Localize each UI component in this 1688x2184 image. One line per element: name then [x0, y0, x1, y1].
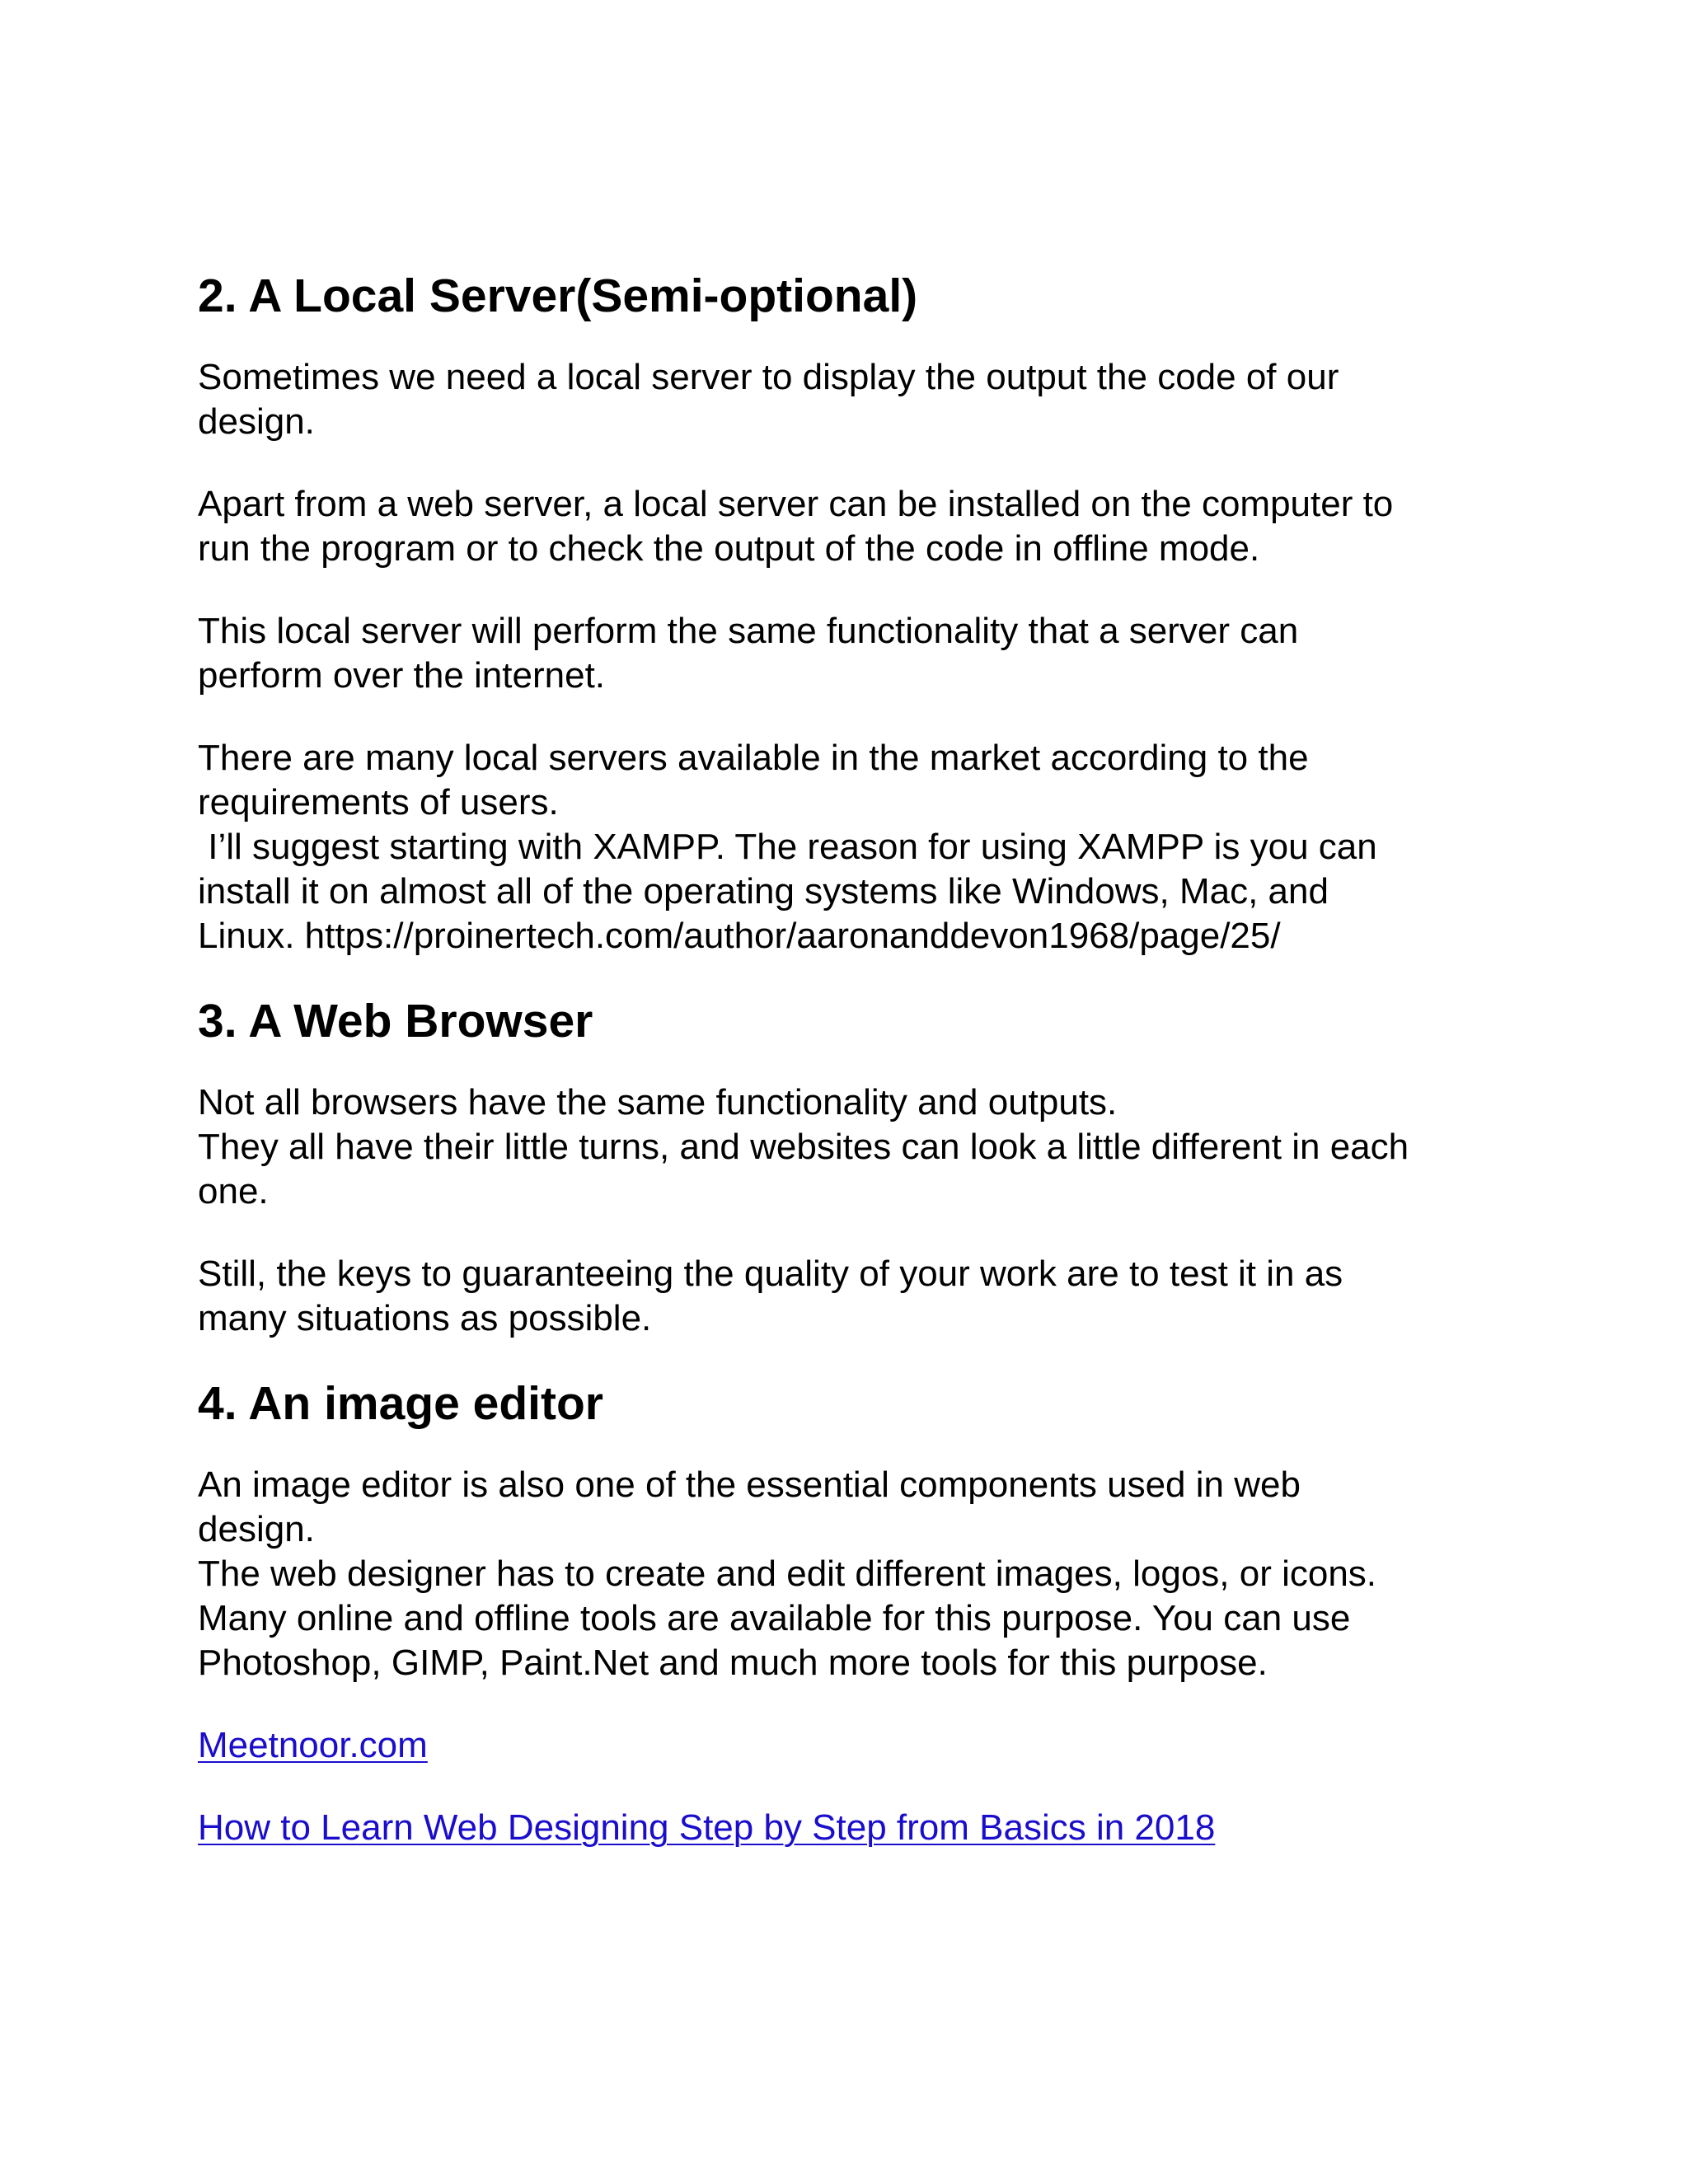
text-line: run the program or to check the output of the code in offline mode. [198, 528, 1260, 569]
paragraph [198, 1723, 1517, 1768]
paragraph [198, 1806, 1517, 1850]
text-line: Linux. https://proinertech.com/author/aaronanddevon1968/page/25/ [198, 916, 1281, 956]
text-line: many situations as possible. [198, 1298, 652, 1338]
text-line: Apart from a web server, a local server can be installed on the computer to [198, 484, 1394, 524]
text-line: An image editor is also one of the essential components used in web [198, 1465, 1301, 1505]
section-web-browser [198, 993, 1517, 1341]
text-line: There are many local servers available in the market according to the [198, 738, 1309, 778]
section-heading-local-server: 2. A Local Server(Semi-optional) [198, 269, 918, 322]
text-line: Photoshop, GIMP, Paint.Net and much more tools for this purpose. [198, 1643, 1268, 1683]
document-page [198, 268, 1517, 1888]
text-line: I’ll suggest starting with XAMPP. The reason for using XAMPP is you can [198, 827, 1377, 867]
links-block [198, 1723, 1517, 1850]
text-line: one. [198, 1171, 269, 1212]
paragraph [198, 1080, 1517, 1214]
text-line: perform over the internet. [198, 655, 606, 696]
text-line: design. [198, 401, 315, 442]
link-learn-web-designing[interactable]: How to Learn Web Designing Step by Step from Basics in 2018 [198, 1807, 1216, 1848]
text-line: Not all browsers have the same functionality and outputs. [198, 1082, 1118, 1122]
paragraph [198, 1252, 1517, 1341]
section-image-editor [198, 1376, 1517, 1685]
text-line: They all have their little turns, and websites can look a little different in each [198, 1127, 1409, 1167]
paragraph [198, 482, 1517, 571]
section-local-server [198, 268, 1517, 958]
text-line: design. [198, 1509, 315, 1549]
text-line: Sometimes we need a local server to display the output the code of our [198, 357, 1339, 397]
section-heading-web-browser: 3. A Web Browser [198, 995, 593, 1047]
text-line: Many online and offline tools are available for this purpose. You can use [198, 1598, 1351, 1638]
link-meetnoor[interactable]: Meetnoor.com [198, 1725, 428, 1765]
text-line: install it on almost all of the operating systems like Windows, Mac, and [198, 871, 1329, 912]
paragraph [198, 609, 1517, 698]
section-heading-image-editor: 4. An image editor [198, 1377, 603, 1430]
text-line: requirements of users. [198, 782, 559, 823]
text-line: The web designer has to create and edit different images, logos, or icons. [198, 1554, 1377, 1594]
paragraph [198, 1463, 1517, 1685]
text-line: Still, the keys to guaranteeing the quality of your work are to test it in as [198, 1254, 1343, 1294]
paragraph [198, 736, 1517, 958]
text-line: This local server will perform the same functionality that a server can [198, 611, 1299, 651]
paragraph [198, 355, 1517, 444]
